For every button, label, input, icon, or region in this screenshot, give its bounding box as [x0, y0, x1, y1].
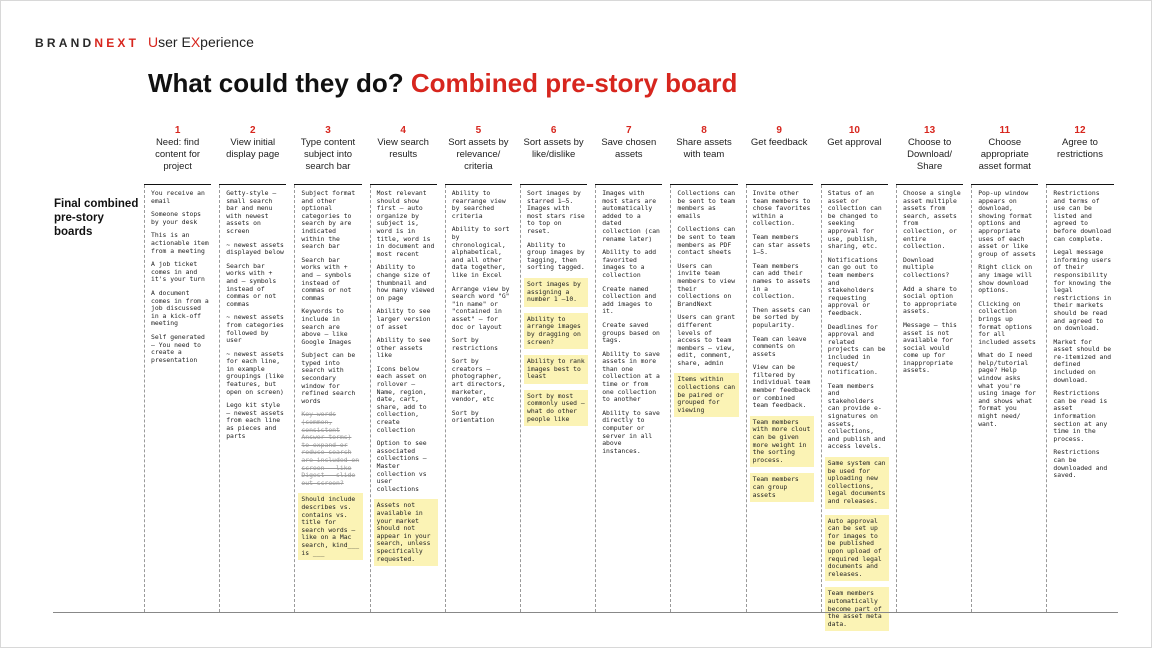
column-notes — [294, 185, 363, 612]
note: Images with most stars are automatically added to a dated collection (can rename later) — [602, 189, 660, 243]
column-header — [817, 123, 892, 183]
column-notes — [520, 185, 589, 612]
note: View can be filtered by individual team member feedback or combined team feedback. — [752, 363, 811, 410]
note: Team members can add their names to assets in a collection. — [752, 261, 811, 301]
page-title — [148, 68, 737, 99]
board-column — [591, 123, 666, 613]
column-notes — [896, 185, 965, 612]
highlighted-note: Ability to arrange images by dragging on screen? — [524, 313, 588, 349]
step-number: 6 — [550, 125, 557, 136]
column-notes — [219, 185, 288, 612]
board-column — [290, 123, 365, 613]
highlighted-note: Items within collections can be paired or grouped for viewing — [674, 373, 738, 417]
note: Subject format and other optional categories to search by are indicated within the search bar — [301, 189, 356, 251]
board-column — [215, 123, 290, 613]
note: Choose a single asset multiple assets from search, assets from collection, or entire collection. — [903, 189, 961, 251]
column-notes — [595, 185, 664, 612]
note: What do I need help/tutorial page? Help window asks what you're using image for and shows what format you might need/ want. — [978, 351, 1036, 428]
note: You receive an email — [151, 189, 205, 205]
highlighted-note: Same system can be used for uploading new collections, legal documents and releases. — [825, 457, 889, 509]
note: Getty-style – small search bar and menu with newest assets on screen — [226, 189, 277, 235]
section-subtitle: User EXperience — [148, 34, 254, 50]
note: Create saved groups based on tags. — [602, 320, 660, 345]
highlighted-note: Sort images by assigning a number 1 –10. — [524, 278, 588, 307]
step-number: 5 — [475, 125, 482, 136]
column-header — [140, 123, 215, 183]
note: A document comes in from a job discussed in a kick-off meeting — [151, 288, 209, 328]
note: Pop-up window appears on download, showing format options and appropriate uses of each asset or like group of assets — [978, 189, 1036, 258]
step-title: View initial display page — [226, 137, 280, 160]
step-title: Sort assets by like/dislike — [523, 137, 584, 160]
column-header — [366, 123, 441, 183]
step-title: Agree to restrictions — [1057, 137, 1103, 160]
highlighted-note: Auto approval can be set up for images to be published upon upload of required legal documents and releases. — [825, 515, 889, 582]
column-notes — [746, 185, 815, 612]
note: Sort by creators – photographer, art directors, marketer, vendor, etc — [451, 357, 506, 404]
note: Search bar works with + and – symbols instead of commas or not commas — [226, 261, 277, 308]
step-title: Type content subject into search bar — [300, 137, 356, 172]
note: Icons below each asset on rollover – Name, region, date, cart, share, add to collection, create collection — [376, 364, 427, 434]
title-question: What could they do? — [148, 68, 404, 98]
step-title: View search results — [377, 137, 429, 160]
step-title: Save chosen assets — [601, 137, 657, 160]
note: Option to see associated collections – Master collection vs user collections — [376, 439, 427, 493]
step-title: Get feedback — [750, 137, 808, 148]
step-number: 8 — [701, 125, 707, 136]
note: Market for asset should be re-itemized and defined included on download. — [1053, 337, 1112, 384]
note: Message – this asset is not available for social would come up for inappropriate assets. — [903, 320, 957, 375]
note: Deadlines for approval and related projects can be included in request/ notification. — [827, 322, 886, 377]
highlighted-note: Team members can group assets — [750, 473, 814, 502]
column-header — [666, 123, 741, 183]
column-header — [290, 123, 365, 183]
highlighted-note: Ability to rank images best to least — [524, 355, 588, 384]
note: Clicking on collection brings up format options for all included assets — [978, 299, 1036, 346]
title-board-name: Combined pre-story board — [410, 68, 738, 98]
note: Ability to add favorited images to a collection — [602, 248, 657, 279]
column-header — [516, 123, 591, 183]
board-column — [1042, 123, 1117, 613]
board-column — [140, 123, 215, 613]
step-number: 7 — [626, 125, 632, 136]
board-column — [742, 123, 817, 613]
column-notes — [144, 185, 213, 612]
note: Notifications can go out to team members and stakeholders requesting approval or feedback. — [827, 255, 878, 317]
story-board — [140, 123, 1118, 628]
step-number: 10 — [848, 125, 860, 136]
note: Legal message informing users of their responsibility for knowing the legal restrictions in their markets should be read and agreed to on download. — [1053, 248, 1112, 333]
note: Users can grant different levels of access to team members – view, edit, comment, share, admin — [677, 313, 736, 367]
note: Subject can be typed into search with secondary window for refined search words — [301, 351, 356, 405]
column-header — [967, 123, 1042, 183]
column-notes — [971, 185, 1040, 612]
row-label: Final combined pre-story boards — [54, 198, 139, 238]
note: Ability to save assets in more than one collection at a time or from one collection to another — [602, 349, 660, 404]
board-column — [892, 123, 967, 613]
board-column — [366, 123, 441, 613]
column-notes — [445, 185, 514, 612]
column-header — [441, 123, 516, 183]
step-number: 11 — [999, 125, 1011, 136]
column-header — [1042, 123, 1117, 183]
note: Key words (common, consistent Answer terms) to expand or reduce search are included on screen – like Digest – slide out screen? — [301, 410, 360, 487]
step-number: 13 — [924, 125, 936, 136]
highlighted-note: Assets not available in your market should not appear in your search, unless specifically requested. — [374, 499, 438, 566]
note: Sort by restrictions — [451, 336, 498, 352]
column-notes — [670, 185, 739, 612]
note: Ability to rearrange view by searched criteria — [451, 189, 506, 220]
step-title: Sort assets by relevance/ criteria — [448, 137, 509, 172]
board-column — [817, 123, 892, 628]
note: Collections can be sent to team members as emails — [677, 189, 736, 220]
note: Ability to see larger version of asset — [376, 307, 431, 331]
note: Search bar works with + and – symbols instead of commas or not commas — [301, 255, 352, 302]
note: Then assets can be sorted by popularity. — [752, 305, 811, 329]
note: Users can invite team members to view their collections on BrandNext — [677, 261, 736, 308]
note: This is an actionable item from a meeting — [151, 231, 209, 255]
note: Ability to change size of thumbnail and how many viewed on page — [376, 263, 435, 302]
note: ~ newest assets for each line, in example groupings (like features, but open on screen) — [226, 349, 284, 396]
note: Sort images by starred 1–5. Images with most stars rise to top on reset. — [527, 189, 585, 235]
board-baseline — [53, 612, 1118, 613]
board-column — [666, 123, 741, 613]
step-number: 12 — [1074, 125, 1086, 136]
note: Restrictions and terms of use can be listed and agreed to before download can complete. — [1053, 189, 1112, 243]
note: Create named collection and add images to it. — [602, 284, 657, 316]
note: ~ newest assets from categories followed by user — [226, 313, 284, 345]
note: Ability to save directly to computer or server in all above instances. — [602, 408, 660, 455]
note: Team members can star assets 1–5. — [752, 232, 811, 257]
board-column — [967, 123, 1042, 613]
step-title: Choose to Download/ Share — [907, 137, 953, 172]
note: Download multiple collections? — [903, 255, 950, 279]
highlighted-note: Team members automatically become part of the asset meta data. — [825, 587, 889, 631]
note: Ability to see other assets like — [376, 336, 431, 360]
note: Most relevant should show first – auto organize by subject is, word is in title, word is in document and most recent — [376, 189, 435, 258]
step-number: 1 — [174, 125, 181, 136]
column-header — [215, 123, 290, 183]
note: Ability to group images by tagging, then sorting tagged. — [527, 240, 585, 272]
board-column — [516, 123, 591, 613]
step-title: Share assets with team — [676, 137, 732, 160]
note: Self generated – You need to create a presentation — [151, 332, 205, 364]
note: Add a share to social option to appropriate assets. — [903, 284, 957, 316]
note: Restrictions can be read is asset information section at any time in the process. — [1053, 389, 1108, 443]
note: Keywords to include in search are above – like Google Images — [301, 307, 352, 346]
note: Restrictions can be downloaded and saved. — [1053, 448, 1108, 480]
brand-logo: BRANDNEXT — [35, 36, 140, 50]
note: Ability to sort by chronological, alphabetical, and all other data together, like in Excel — [451, 225, 510, 279]
step-title: Choose appropriate asset format — [978, 137, 1031, 172]
board-column — [441, 123, 516, 613]
note: Status of an asset or collection can be changed to seeking approval for use, publish, sharing, etc. — [827, 189, 882, 251]
note: Invite other team members to chose favorites within a collection. — [752, 189, 811, 228]
column-header — [892, 123, 967, 183]
step-number: 4 — [400, 125, 406, 136]
note: ~ newest assets displayed below — [226, 240, 284, 257]
step-title: Need: find content for project — [155, 137, 201, 172]
step-title: Get approval — [827, 137, 882, 148]
highlighted-note: Should include describes vs. contains vs. title for search words – like on a Mac search, kind___ is ___ — [298, 493, 362, 560]
note: A job ticket comes in and it's your turn — [151, 260, 205, 284]
note: Team can leave comments on assets — [752, 334, 807, 358]
note: Lego kit style – newest assets from each line as pieces and parts — [226, 401, 284, 440]
highlighted-note: Sort by most commonly used – what do other people like — [524, 390, 588, 426]
column-notes — [1046, 185, 1115, 612]
note: Arrange view by search word "G" "in name" or "contained in asset" – for doc or layout — [451, 284, 510, 331]
column-header — [742, 123, 817, 183]
step-number: 2 — [250, 125, 256, 136]
column-notes — [370, 185, 439, 612]
highlighted-note: Team members with more clout can be given more weight in the sorting process. — [750, 416, 814, 468]
note: Sort by orientation — [451, 408, 495, 425]
step-number: 9 — [776, 125, 782, 136]
note: Someone stops by your desk — [151, 210, 202, 226]
note: Collections can be sent to team members as PDF contact sheets — [677, 225, 736, 257]
step-number: 3 — [325, 125, 331, 136]
column-header — [591, 123, 666, 183]
column-notes — [821, 185, 890, 628]
note: Team members and stakeholders can provide e-signatures on assets, collections, and publish and access levels. — [827, 381, 886, 451]
note: Right click on any image will show download options. — [978, 263, 1033, 295]
